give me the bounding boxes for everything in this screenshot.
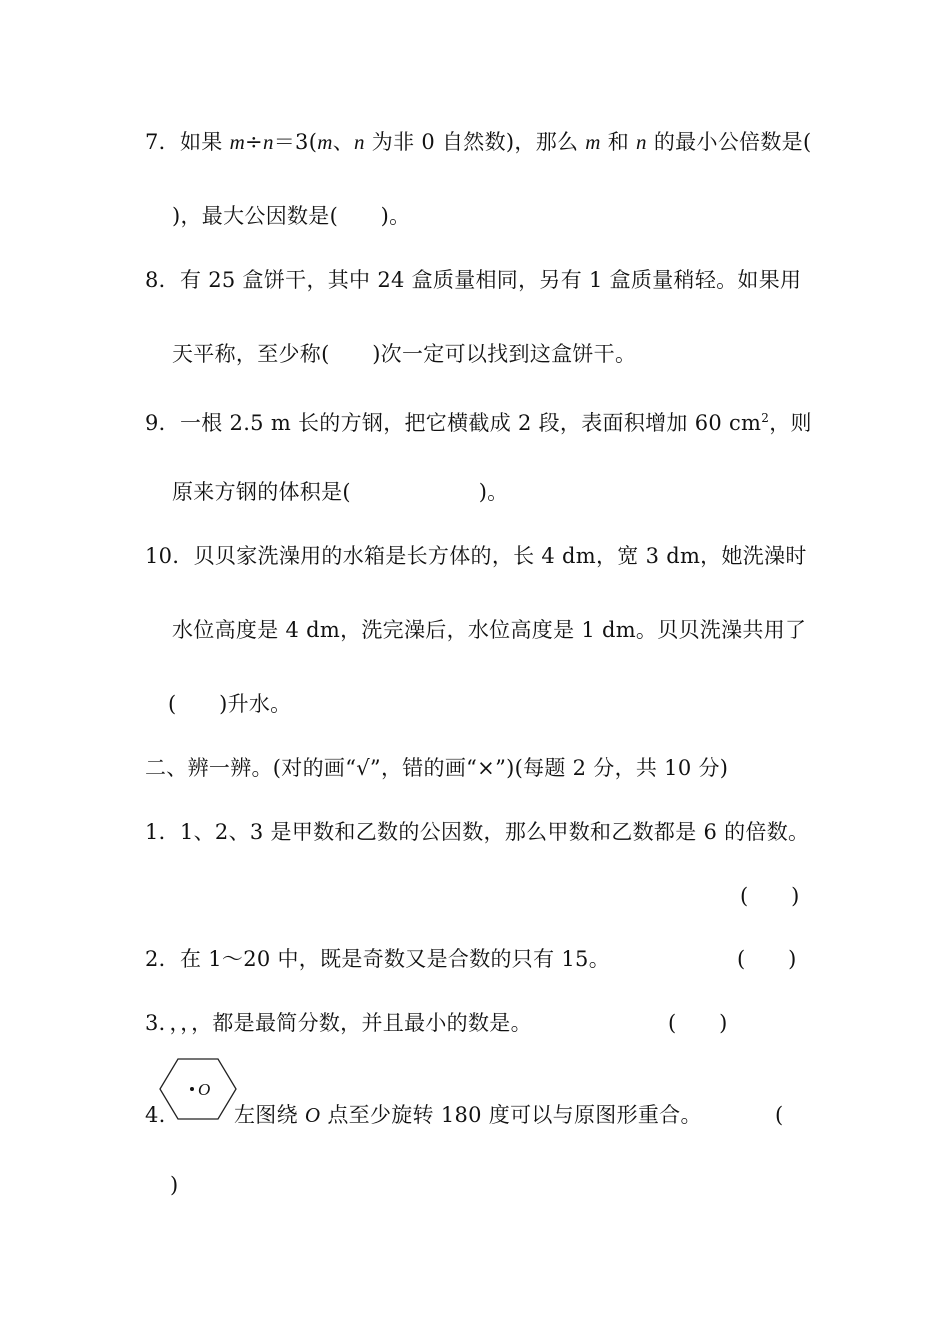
q7-text-e: 和 (607, 130, 630, 154)
q7-text-b: ＝3( (273, 130, 318, 154)
hexagon-figure (158, 1057, 238, 1121)
p4-text-a: 左图绕 (234, 1103, 298, 1127)
q8-number: 8． (145, 268, 180, 292)
q7-var-m2: m (317, 130, 333, 154)
q7-text-c: 、 (332, 130, 354, 154)
q7-var-n2: n (354, 130, 365, 154)
q10-line1 (145, 541, 807, 571)
p2-answer-bracket: ( ) (737, 947, 797, 971)
section2-title: 二、辨一辨。(对的画“√”，错的画“×”)(每题 2 分，共 10 分) (145, 756, 729, 780)
q7-text-d: 为非 0 自然数)，那么 (371, 130, 579, 154)
q10-number: 10． (145, 544, 194, 568)
q7-number: 7． (145, 130, 180, 154)
q7-text-f: 的最小公倍数是( (653, 130, 812, 154)
p4-bracket-open: ( (775, 1103, 784, 1127)
q9-text-b: ，则 (769, 411, 812, 435)
q10-line2: 水位高度是 4 dm，洗完澡后，水位高度是 1 dm。贝贝洗澡共用了 (172, 618, 807, 642)
p1-answer-bracket: ( ) (740, 884, 800, 908)
center-label-o: O (198, 1080, 211, 1099)
q8-text-1: 有 25 盒饼干，其中 24 盒质量相同，另有 1 盒质量稍轻。如果用 (179, 268, 802, 292)
q7-var-n: n (262, 130, 274, 154)
p1-line (145, 817, 809, 847)
p2-line (145, 944, 610, 974)
q8-line1 (145, 265, 801, 295)
q9-superscript: 2 (761, 411, 770, 425)
p4-bracket-close: ) (170, 1173, 179, 1197)
p3-line (145, 1008, 532, 1038)
q10-line3: ( )升水。 (168, 692, 292, 716)
q7-line2: )，最大公因数是( )。 (172, 204, 411, 228)
q9-number: 9． (145, 411, 180, 435)
q9-line2: 原来方钢的体积是( )。 (172, 480, 509, 504)
q10-text-1: 贝贝家洗澡用的水箱是长方体的，长 4 dm，宽 3 dm，她洗澡时 (193, 544, 807, 568)
p1-number: 1． (145, 820, 180, 844)
q7-div: ÷ (245, 130, 263, 154)
p3-number: 3． (145, 1011, 170, 1035)
p4-var-o: O (304, 1103, 321, 1127)
q7-var-n3: n (636, 130, 647, 154)
center-point-o (190, 1087, 194, 1091)
q7-var-m3: m (585, 130, 601, 154)
q7-text-a: 如果 (179, 130, 223, 154)
q9-line1 (145, 403, 812, 438)
p1-text: 1、2、3 是甲数和乙数的公因数，那么甲数和乙数都是 6 的倍数。 (179, 820, 810, 844)
q7-var-m: m (229, 130, 246, 154)
q7-line1 (145, 127, 811, 157)
q8-line2: 天平称，至少称( )次一定可以找到这盒饼干。 (172, 342, 637, 366)
p4-number: 4. (145, 1103, 166, 1127)
p3-text: ，，，都是最简分数，并且最小的数是。 (169, 1011, 532, 1035)
p3-answer-bracket: ( ) (668, 1011, 728, 1035)
p2-text: 在 1～20 中，既是奇数又是合数的只有 15。 (179, 947, 610, 971)
p4-text-b: 点至少旋转 180 度可以与原图形重合。 (327, 1103, 702, 1127)
p4-line (234, 1100, 702, 1130)
q9-text-a: 一根 2.5 m 长的方钢，把它横截成 2 段，表面积增加 60 cm (179, 411, 762, 435)
p2-number: 2． (145, 947, 180, 971)
